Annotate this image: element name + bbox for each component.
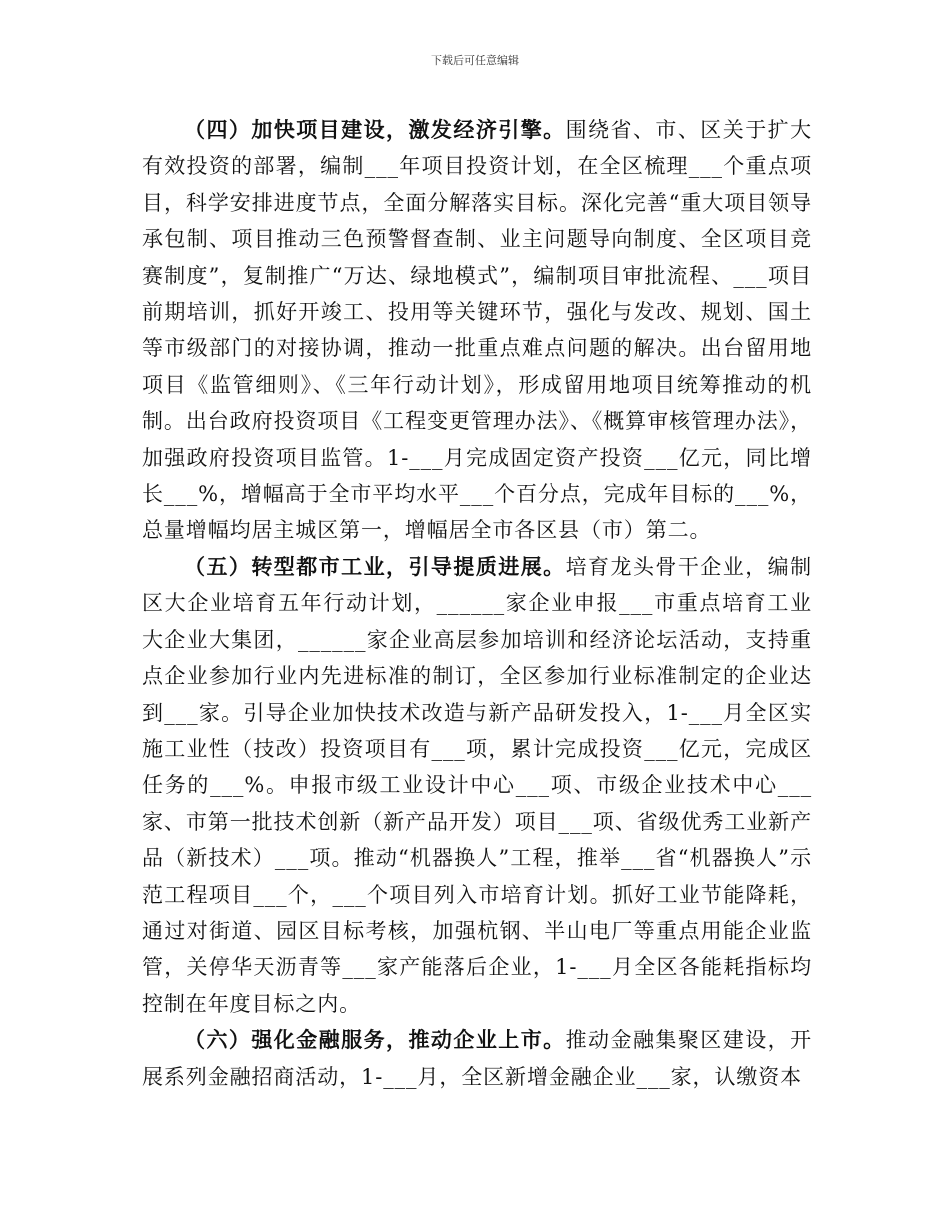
section-5-heading: （五）转型都市工业，引导提质进展。 <box>184 553 566 579</box>
section-5-paragraph <box>142 549 812 1022</box>
section-5-body: 培育龙头骨干企业，编制区大企业培育五年行动计划，______家企业申报___市重点培育工业大企业大集团，______家企业高层参加培训和经济论坛活动，支持重点企业参加行业内先进标准的制订，全区参加行业标准制定的企业达到___家。引导企业加快技术改造与新产品研发投入，1-___月全区实施工业性（技改）投资项目有___项，累计完成投资___亿元，完成区任务的___%。申报市级工业设计中心___项、市级企业技术中心___家、市第一批技术创新（新产品开发）项目___项、省级优秀工业新产品（新技术）___项。推动“机器换人”工程，推举___省“机器换人”示范工程项目___个，___个项目列入市培育计划。抓好工业节能降耗，通过对街道、园区目标考核，加强杭钢、半山电厂等重点用能企业监管，关停华天沥青等___家产能落后企业，1-___月全区各能耗指标均控制在年度目标之内。 <box>142 554 812 1016</box>
section-6-heading: （六）强化金融服务，推动企业上市。 <box>184 1027 566 1053</box>
section-4-body: 围绕省、市、区关于扩大有效投资的部署，编制___年项目投资计划，在全区梳理___个重点项目，科学安排进度节点，全面分解落实目标。深化完善“重大项目领导承包制、项目推动三色预警督查制、业主问题导向制度、全区项目竞赛制度”，复制推广“万达、绿地模式”，编制项目审批流程、___项目前期培训，抓好开竣工、投用等关键环节，强化与发改、规划、国土等市级部门的对接协调，推动一批重点难点问题的解决。出台留用地项目《监管细则》、《三年行动计划》，形成留用地项目统筹推动的机制。出台政府投资项目《工程变更管理办法》、《概算审核管理办法》，加强政府投资项目监管。1-___月完成固定资产投资___亿元，同比增长___%，增幅高于全市平均水平___个百分点，完成年目标的___%，总量增幅均居主城区第一，增幅居全市各区县（市）第二。 <box>142 118 812 543</box>
section-4-paragraph <box>142 112 812 549</box>
section-6-body: 推动金融集聚区建设，开展系列金融招商活动，1-___月，全区新增金融企业___家，认缴资本 <box>142 1028 812 1089</box>
section-6-paragraph <box>142 1022 812 1095</box>
document-body <box>142 112 812 1095</box>
page-header-note: 下载后可任意编辑 <box>431 54 519 67</box>
section-4-heading: （四）加快项目建设，激发经济引擎。 <box>184 117 566 142</box>
